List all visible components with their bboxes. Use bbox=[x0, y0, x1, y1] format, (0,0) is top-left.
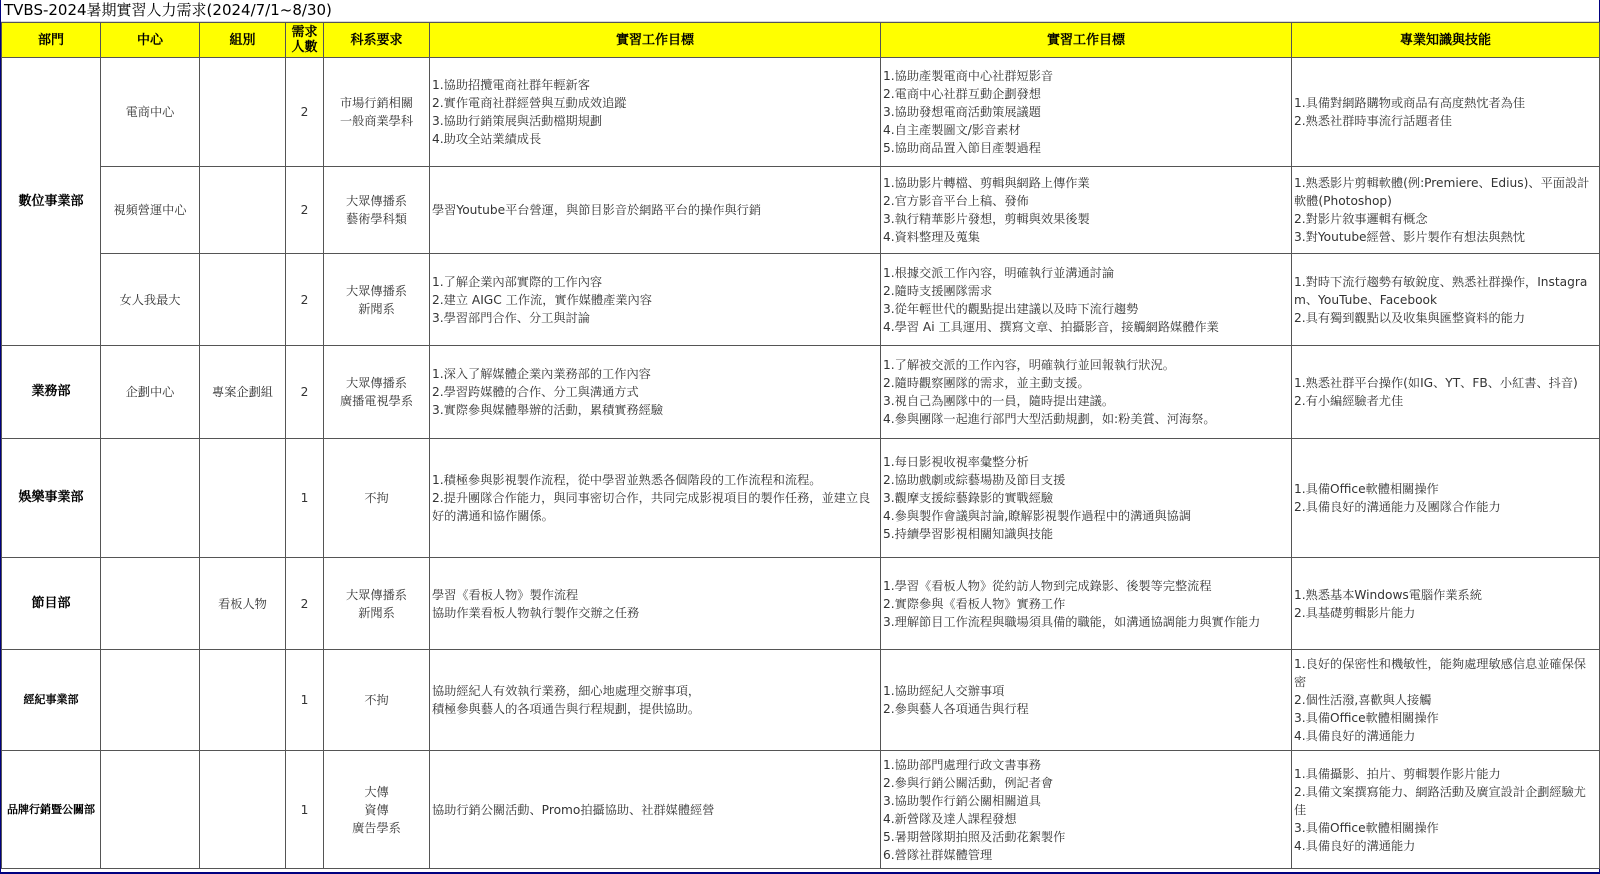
table-row bbox=[2, 167, 1600, 254]
goal1-cell: 協助經紀人有效執行業務，細心地處理交辦事項， 積極參與藝人的各項通告與行程規劃，提供協助。 bbox=[430, 650, 881, 751]
goal2-cell: 1.每日影視收視率彙整分析 2.協助戲劇或綜藝場勘及節目支援 3.觀摩支援綜藝錄影的實戰經驗 4.參與製作會議與討論,瞭解影視製作過程中的溝通與協調 5.持續學習影視相關知識與技能 bbox=[881, 439, 1292, 558]
skills-cell: 1.具備攝影、拍片、剪輯製作影片能力 2.具備文案撰寫能力、網路活動及廣宣設計企劃經驗尤佳 3.具備Office軟體相關操作 4.具備良好的溝通能力 bbox=[1292, 751, 1600, 869]
dept-cell: 數位事業部 bbox=[2, 58, 101, 346]
table-row bbox=[2, 254, 1600, 346]
table-row bbox=[2, 346, 1600, 439]
goal2-cell: 1.協助影片轉檔、剪輯與網路上傳作業 2.官方影音平台上稿、發佈 3.執行精華影片發想，剪輯與效果後製 4.資料整理及蒐集 bbox=[881, 167, 1292, 254]
center-cell bbox=[101, 751, 200, 869]
group-cell bbox=[200, 58, 286, 167]
count-cell: 2 bbox=[286, 254, 324, 346]
goal2-cell: 1.協助部門處理行政文書事務 2.參與行銷公關活動，例記者會 3.協助製作行銷公關相關道具 4.新營隊及達人課程發想 5.暑期營隊期拍照及活動花絮製作 6.營隊社群媒體管理 bbox=[881, 751, 1292, 869]
skills-cell: 1.具備Office軟體相關操作 2.具備良好的溝通能力及團隊合作能力 bbox=[1292, 439, 1600, 558]
center-cell: 企劃中心 bbox=[101, 346, 200, 439]
goal1-cell: 學習Youtube平台營運，與節目影音於網路平台的操作與行銷 bbox=[430, 167, 881, 254]
dept-cell: 業務部 bbox=[2, 346, 101, 439]
group-cell bbox=[200, 254, 286, 346]
goal1-cell: 1.協助招攬電商社群年輕新客 2.實作電商社群經營與互動成效追蹤 3.協助行銷策展與活動檔期規劃 4.助攻全站業績成長 bbox=[430, 58, 881, 167]
goal2-cell: 1.協助經紀人交辦事項 2.參與藝人各項通告與行程 bbox=[881, 650, 1292, 751]
count-cell: 1 bbox=[286, 439, 324, 558]
major-cell: 大眾傳播系 新聞系 bbox=[324, 558, 430, 650]
header-group: 組別 bbox=[200, 23, 286, 58]
table-row bbox=[2, 558, 1600, 650]
center-cell bbox=[101, 439, 200, 558]
group-cell bbox=[200, 650, 286, 751]
table-row bbox=[2, 650, 1600, 751]
skills-cell: 1.對時下流行趨勢有敏銳度、熟悉社群操作，Instagram、YouTube、Facebook 2.具有獨到觀點以及收集與匯整資料的能力 bbox=[1292, 254, 1600, 346]
skills-cell: 1.熟悉影片剪輯軟體(例:Premiere、Edius)、平面設計軟體(Photoshop) 2.對影片敘事邏輯有概念 3.對Youtube經營、影片製作有想法與熱忱 bbox=[1292, 167, 1600, 254]
center-cell: 視頻營運中心 bbox=[101, 167, 200, 254]
group-cell: 看板人物 bbox=[200, 558, 286, 650]
skills-cell: 1.熟悉基本Windows電腦作業系統 2.具基礎剪輯影片能力 bbox=[1292, 558, 1600, 650]
header-center: 中心 bbox=[101, 23, 200, 58]
major-cell: 大傳 資傳 廣告學系 bbox=[324, 751, 430, 869]
skills-cell: 1.具備對網路購物或商品有高度熱忱者為佳 2.熟悉社群時事流行話題者佳 bbox=[1292, 58, 1600, 167]
header-dept: 部門 bbox=[2, 23, 101, 58]
count-cell: 2 bbox=[286, 346, 324, 439]
goal2-cell: 1.了解被交派的工作內容，明確執行並回報執行狀況。 2.隨時觀察團隊的需求，並主動支援。 3.視自己為團隊中的一員，隨時提出建議。 4.參與團隊一起進行部門大型活動規劃，如:粉美賞、河海祭。 bbox=[881, 346, 1292, 439]
header-count: 需求 人數 bbox=[286, 23, 324, 58]
goal1-cell: 1.了解企業內部實際的工作內容 2.建立 AIGC 工作流，實作媒體產業內容 3.學習部門合作、分工與討論 bbox=[430, 254, 881, 346]
goal2-cell: 1.根據交派工作內容，明確執行並溝通討論 2.隨時支援團隊需求 3.從年輕世代的觀點提出建議以及時下流行趨勢 4.學習 Ai 工具運用、撰寫文章、拍攝影音，接觸網路媒體作業 bbox=[881, 254, 1292, 346]
dept-cell: 娛樂事業部 bbox=[2, 439, 101, 558]
header-major: 科系要求 bbox=[324, 23, 430, 58]
major-cell: 不拘 bbox=[324, 650, 430, 751]
count-cell: 2 bbox=[286, 167, 324, 254]
skills-cell: 1.良好的保密性和機敏性，能夠處理敏感信息並確保保密 2.個性活潑,喜歡與人接觸 3.具備Office軟體相關操作 4.具備良好的溝通能力 bbox=[1292, 650, 1600, 751]
goal1-cell: 學習《看板人物》製作流程 協助作業看板人物執行製作交辦之任務 bbox=[430, 558, 881, 650]
skills-cell: 1.熟悉社群平台操作(如IG、YT、FB、小紅書、抖音) 2.有小編經驗者尤佳 bbox=[1292, 346, 1600, 439]
major-cell: 大眾傳播系 新聞系 bbox=[324, 254, 430, 346]
center-cell bbox=[101, 650, 200, 751]
table-row bbox=[2, 751, 1600, 869]
sheet-title: TVBS-2024暑期實習人力需求(2024/7/1~8/30) bbox=[1, 0, 1599, 22]
goal1-cell: 1.深入了解媒體企業內業務部的工作內容 2.學習跨媒體的合作、分工與溝通方式 3.實際參與媒體舉辦的活動，累積實務經驗 bbox=[430, 346, 881, 439]
center-cell: 女人我最大 bbox=[101, 254, 200, 346]
table-row bbox=[2, 439, 1600, 558]
count-cell: 2 bbox=[286, 558, 324, 650]
group-cell bbox=[200, 167, 286, 254]
header-row bbox=[2, 23, 1600, 58]
center-cell: 電商中心 bbox=[101, 58, 200, 167]
dept-cell: 經紀事業部 bbox=[2, 650, 101, 751]
goal2-cell: 1.學習《看板人物》從約訪人物到完成錄影、後製等完整流程 2.實際參與《看板人物》實務工作 3.理解節目工作流程與職場須具備的職能，如溝通協調能力與實作能力 bbox=[881, 558, 1292, 650]
group-cell bbox=[200, 439, 286, 558]
major-cell: 大眾傳播系 藝術學科類 bbox=[324, 167, 430, 254]
count-cell: 1 bbox=[286, 650, 324, 751]
center-cell bbox=[101, 558, 200, 650]
table-row bbox=[2, 58, 1600, 167]
group-cell bbox=[200, 751, 286, 869]
header-skills: 專業知識與技能 bbox=[1292, 23, 1600, 58]
major-cell: 不拘 bbox=[324, 439, 430, 558]
major-cell: 市場行銷相關 一般商業學科 bbox=[324, 58, 430, 167]
goal2-cell: 1.協助產製電商中心社群短影音 2.電商中心社群互動企劃發想 3.協助發想電商活動策展議題 4.自主產製圖文/影音素材 5.協助商品置入節目產製過程 bbox=[881, 58, 1292, 167]
count-cell: 2 bbox=[286, 58, 324, 167]
group-cell: 專案企劃組 bbox=[200, 346, 286, 439]
count-cell: 1 bbox=[286, 751, 324, 869]
dept-cell: 品牌行銷暨公關部 bbox=[2, 751, 101, 869]
goal1-cell: 協助行銷公關活動、Promo拍攝協助、社群媒體經營 bbox=[430, 751, 881, 869]
internship-table bbox=[1, 22, 1600, 869]
major-cell: 大眾傳播系 廣播電視學系 bbox=[324, 346, 430, 439]
goal1-cell: 1.積極參與影視製作流程，從中學習並熟悉各個階段的工作流程和流程。 2.提升團隊合作能力，與同事密切合作，共同完成影視項目的製作任務，並建立良好的溝通和協作關係。 bbox=[430, 439, 881, 558]
header-goal-1: 實習工作目標 bbox=[430, 23, 881, 58]
header-goal-2: 實習工作目標 bbox=[881, 23, 1292, 58]
dept-cell: 節目部 bbox=[2, 558, 101, 650]
